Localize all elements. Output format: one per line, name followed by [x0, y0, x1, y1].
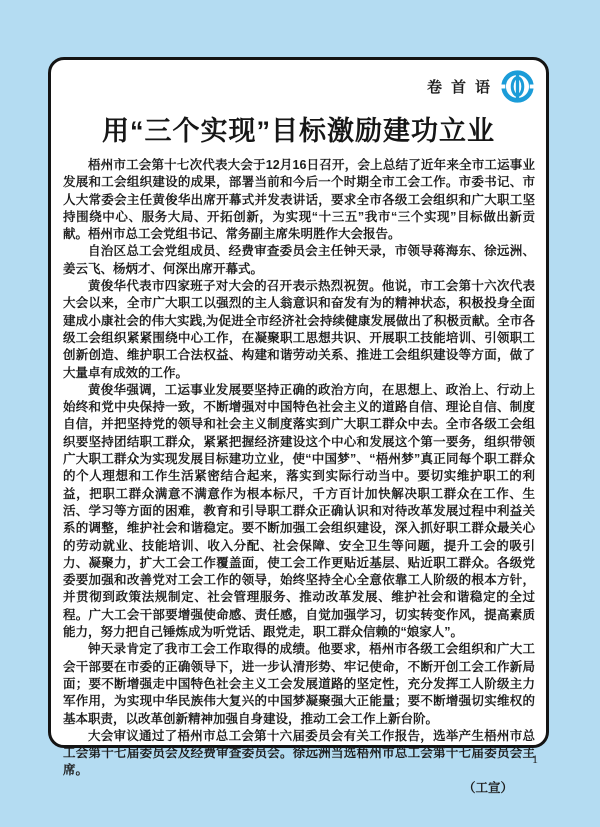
page-header [51, 60, 546, 102]
section-label: 卷首语 [426, 78, 499, 96]
paragraph-3: 黄俊华代表市四家班子对大会的召开表示热烈祝贺。他说，市工会第十六次代表大会以来，全市广大职工以强烈的主人翁意识和奋发有为的精神状态，积极投身全面建成小康社会的伟大实践,为促进全市经济社会持续健康发展做出了积极贡献。全市各级工会组织紧紧围绕中心工作，在凝聚职工思想共识、开展职工技能培训、引领职工创新创造、维护职工合法权益、构建和谐劳动关系、推进工会组织建设等方面，做了大量卓有成效的工作。 [63, 279, 535, 380]
byline: （工宣） [462, 780, 513, 795]
page-number: 1 [532, 752, 538, 766]
article-title: 用“三个实现”目标激励建功立业 [102, 116, 495, 146]
paragraph-4: 黄俊华强调，工运事业发展要坚持正确的政治方向，在思想上、政治上、行动上始终和党中央保持一致，不断增强对中国特色社会主义的道路自信、理论自信、制度自信，并把坚持党的领导和社会主义制度落实到广大职工群众中去。全市各级工会组织要坚持团结职工群众，紧紧把握经济建设这个中心和发展这个第一要务，组织带领广大职工群众为实现发展目标建功立业，使“中国梦”、“梧州梦”真正同每个职工群众的个人理想和工作生活紧密结合起来，落实到实际行动当中。要切实维护职工的利益，把职工群众满意不满意作为根本标尺，千方百计加快解决职工群众在工作、生活、学习等方面的困难，教育和引导职工群众正确认识和对待改革发展过程中利益关系的调整，维护社会和谐稳定。要不断加强工会组织建设，深入抓好职工群众最关心的劳动就业、技能培训、收入分配、社会保障、安全卫生等问题，提升工会的吸引力、凝聚力，扩大工会工作覆盖面，使工会工作更贴近基层、贴近职工群众。各级党委要加强和改善党对工会工作的领导，始终坚持全心全意依靠工人阶级的根本方针，并贯彻到政策法规制定、社会管理服务、推动改革发展、维护社会和谐稳定的全过程。广大工会干部要增强使命感、责任感，自觉加强学习，切实转变作风，提高素质能力，努力把自己锤炼成为听党话、跟党走，职工群众信赖的“娘家人”。 [63, 382, 535, 640]
document-page [48, 57, 549, 795]
trade-union-logo-icon [501, 70, 534, 103]
paragraph-2: 自治区总工会党组成员、经费审查委员会主任钟天录，市领导蒋海东、徐远洲、姜云飞、杨炳才、何深出席开幕式。 [63, 244, 535, 276]
paragraph-5: 钟天录肯定了我市工会工作取得的成绩。他要求，梧州市各级工会组织和广大工会干部要在市委的正确领导下，进一步认清形势、牢记使命，不断开创工会工作新局面；要不断增强走中国特色社会主义工会发展道路的坚定性，充分发挥工人阶级主力军作用，为实现中华民族伟大复兴的中国梦凝聚强大正能量；要不断增强切实维权的基本职责，以改革创新精神加强自身建设，推动工会工作上新台阶。 [63, 642, 535, 726]
article-body [51, 148, 546, 797]
paragraph-6: 大会审议通过了梧州市总工会第十六届委员会有关工作报告，选举产生梧州市总工会第十七届委员会及经费审查委员会。徐远洲当选梧州市总工会第十七届委员会主席。 [63, 728, 535, 778]
paragraph-1: 梧州市工会第十七次代表大会于12月16日召开，会上总结了近年来全市工运事业发展和工会组织建设的成果，部署当前和今后一个时期全市工会工作。市委书记、市人大常委会主任黄俊华出席开幕式并发表讲话，要求全市各级工会组织和广大职工坚持围绕中心、服务大局、开拓创新，为实现“十三五”我市“三个实现”目标做出新贡献。梧州市总工会党组书记、常务副主席朱明胜作大会报告。 [63, 158, 535, 242]
